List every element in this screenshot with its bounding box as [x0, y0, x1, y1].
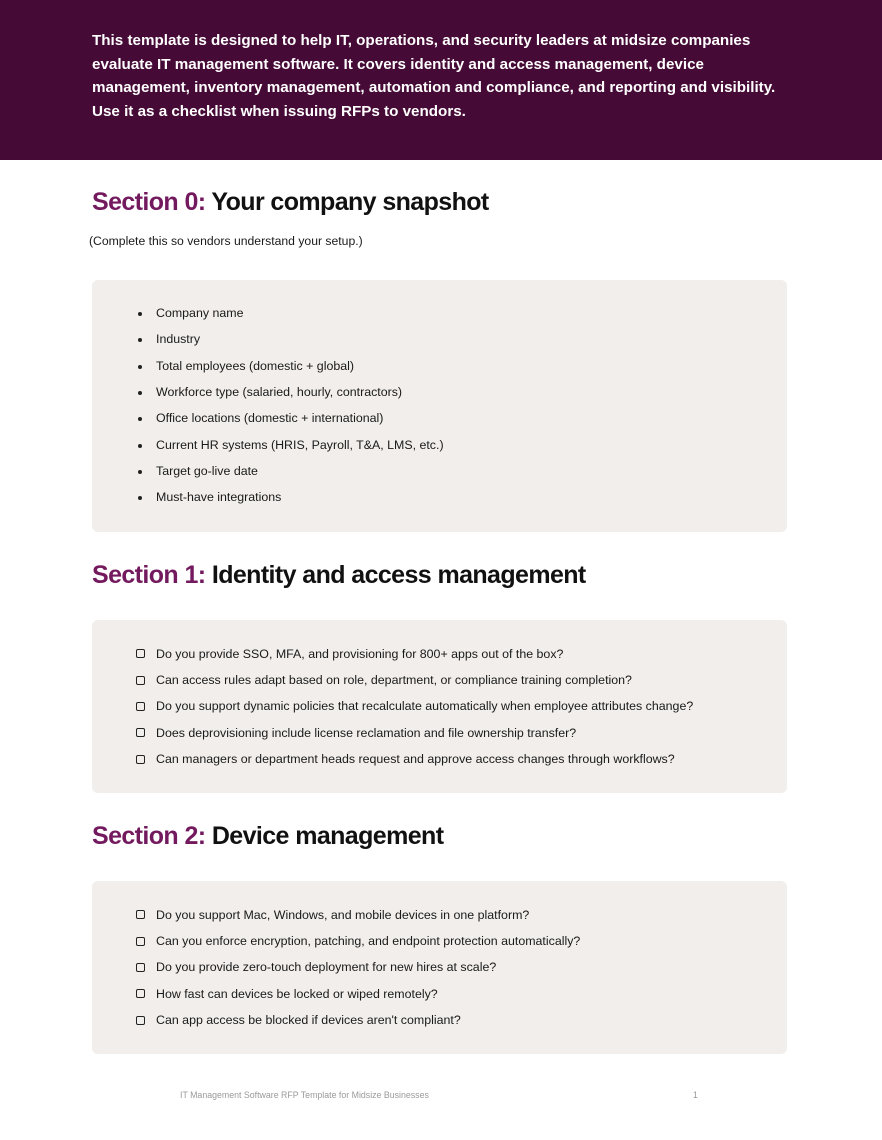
checkbox[interactable]	[136, 989, 145, 998]
section-0-title: Your company snapshot	[211, 188, 489, 216]
section-0-note: (Complete this so vendors understand your setup.)	[89, 234, 363, 248]
bullet-icon	[138, 338, 142, 342]
checklist-item: Does deprovisioning include license reclamation and file ownership transfer?	[156, 726, 577, 740]
bullet-icon	[138, 470, 142, 474]
device-management-card	[92, 881, 787, 1054]
checklist-item: Can you enforce encryption, patching, and endpoint protection automatically?	[156, 934, 581, 948]
list-item: Company name	[156, 306, 244, 320]
section-2-number: Section 2:	[92, 822, 206, 850]
checklist-item: Do you support Mac, Windows, and mobile devices in one platform?	[156, 908, 530, 922]
checklist-item: Do you provide SSO, MFA, and provisioning for 800+ apps out of the box?	[156, 647, 564, 661]
section-0-heading	[92, 188, 489, 217]
bullet-icon	[138, 391, 142, 395]
checklist-item: Can access rules adapt based on role, department, or compliance training completion?	[156, 673, 632, 687]
checkbox[interactable]	[136, 728, 145, 737]
checklist-item: Can managers or department heads request and approve access changes through workflows?	[156, 752, 675, 766]
section-1-number: Section 1:	[92, 561, 206, 589]
checkbox[interactable]	[136, 937, 145, 946]
checklist-item: Can app access be blocked if devices aren't compliant?	[156, 1013, 461, 1027]
bullet-icon	[138, 417, 142, 421]
list-item: Must-have integrations	[156, 490, 282, 504]
list-item: Office locations (domestic + international)	[156, 411, 384, 425]
checklist-item: Do you support dynamic policies that recalculate automatically when employee attributes change?	[156, 699, 694, 713]
section-1-title: Identity and access management	[211, 561, 586, 589]
list-item: Workforce type (salaried, hourly, contractors)	[156, 385, 403, 399]
intro-banner	[0, 0, 882, 160]
section-2-heading	[92, 822, 443, 851]
list-item: Total employees (domestic + global)	[156, 359, 355, 373]
checklist-item: How fast can devices be locked or wiped remotely?	[156, 987, 438, 1001]
intro-text: This template is designed to help IT, operations, and security leaders at midsize companies evaluate IT management software. It covers identity and access management, device management, inventory management, automation and compliance, and reporting and visibility. Use it as a checklist when issuing RFPs to vendors.	[92, 32, 776, 120]
checkbox[interactable]	[136, 1016, 145, 1025]
checklist-item: Do you provide zero-touch deployment for new hires at scale?	[156, 960, 497, 974]
bullet-icon	[138, 444, 142, 448]
checkbox[interactable]	[136, 755, 145, 764]
checkbox[interactable]	[136, 963, 145, 972]
bullet-icon	[138, 365, 142, 369]
section-1-heading	[92, 561, 586, 590]
bullet-icon	[138, 496, 142, 500]
identity-access-card	[92, 620, 787, 793]
checkbox[interactable]	[136, 676, 145, 685]
list-item: Current HR systems (HRIS, Payroll, T&A, LMS, etc.)	[156, 438, 444, 452]
company-snapshot-card	[92, 280, 787, 532]
section-0-number: Section 0:	[92, 188, 206, 216]
list-item: Target go-live date	[156, 464, 258, 478]
section-2-title: Device management	[211, 822, 444, 850]
checkbox[interactable]	[136, 702, 145, 711]
footer-title: IT Management Software RFP Template for Midsize Businesses	[180, 1090, 429, 1100]
page-number: 1	[693, 1090, 698, 1100]
checkbox[interactable]	[136, 649, 145, 658]
bullet-icon	[138, 312, 142, 316]
list-item: Industry	[156, 332, 201, 346]
checkbox[interactable]	[136, 910, 145, 919]
